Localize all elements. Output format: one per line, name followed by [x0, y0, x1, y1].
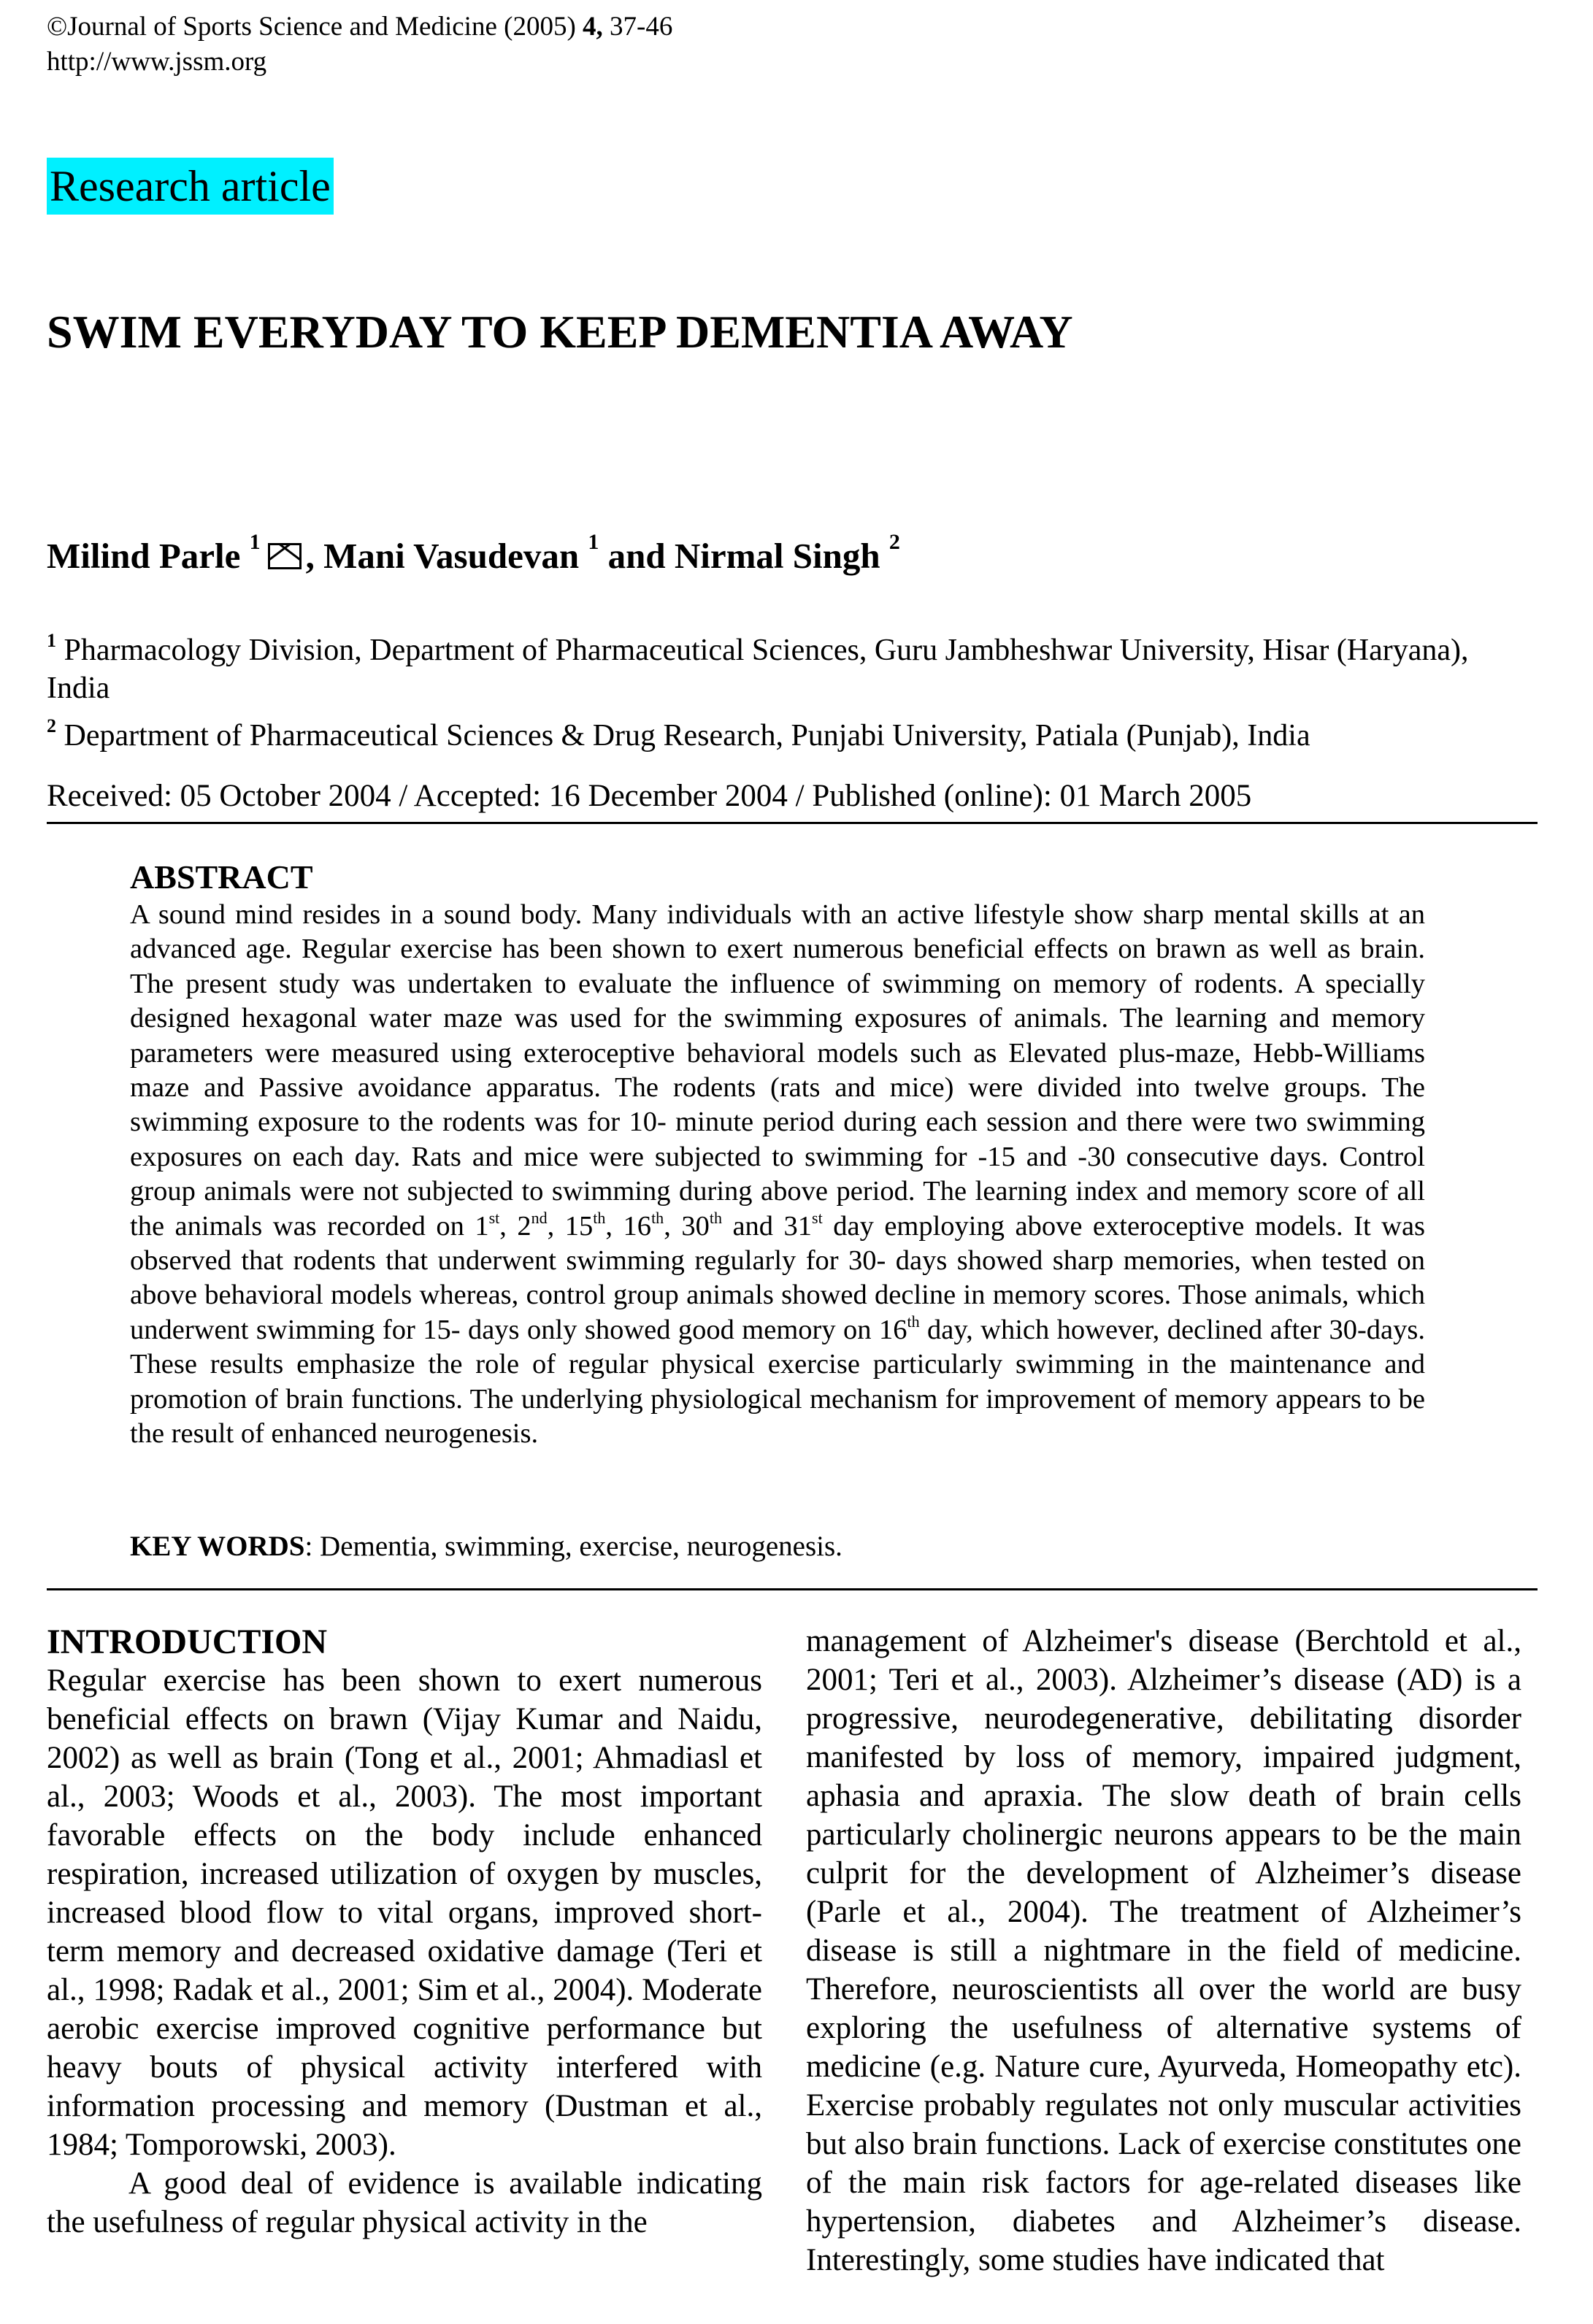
author-name: Milind Parle: [47, 536, 241, 576]
abstract-segment: , 16: [605, 1210, 652, 1242]
ordinal-sup: st: [488, 1208, 500, 1227]
affiliation-text: Department of Pharmaceutical Sciences & Drug Research, Punjabi University, Patiala (Punjab), India: [56, 719, 1310, 753]
author-affiliation-mark: 1: [588, 530, 599, 554]
abstract-segment: and 31: [721, 1210, 813, 1242]
abstract-segment: , 30: [664, 1210, 710, 1242]
ordinal-sup: th: [907, 1312, 920, 1331]
right-column: [806, 1622, 1521, 2279]
abstract-segment: A sound mind resides in a sound body. Many individuals with an active lifestyle show sharp mental skills at an advanced age. Regular exercise has been shown to exert numerous beneficial effects on brawn as well as brain. The present study was undertaken to evaluate the influence of swimming on memory of rodents. A specially designed hexagonal water maze was used for the swimming exposures of animals. The learning and memory parameters were measured using exteroceptive behavioral models such as Elevated plus-maze, Hebb-Williams maze and Passive avoidance apparatus. The rodents (rats and mice) were divided into twelve groups. The swimming exposure to the rodents was for 10- minute period during each session and there were two swimming exposures on each day. Rats and mice were subjected to swimming for -15 and -30 consecutive days. Control group animals were not subjected to swimming during above period. The learning index and memory score of all the animals was recorded on 1: [130, 899, 1425, 1242]
paper-title: SWIM EVERYDAY TO KEEP DEMENTIA AWAY: [47, 306, 1073, 358]
abstract-segment: day, which however, declined after 30-days. These results emphasize the role of regular physical exercise particularly swimming in the maintenance and promotion of brain functions. The underlying physiological mechanism for improvement of memory appears to be the result of enhanced neurogenesis.: [130, 1314, 1426, 1450]
author-separator: and: [599, 536, 675, 576]
abstract-segment: , 2: [499, 1210, 531, 1242]
author-list: [47, 530, 900, 577]
affiliation-2: [47, 707, 1536, 755]
abstract-segment: day employing above exteroceptive models. It was observed that rodents that underwent swimming regularly for 30- days showed sharp memories, when tested on above behavioral models whereas, control group animals showed decline in memory scores. Those animals, which underwent swimming for 15- days only showed good memory on 16: [130, 1210, 1426, 1345]
keywords-label: KEY WORDS: [130, 1531, 305, 1562]
journal-url[interactable]: http://www.jssm.org: [47, 47, 267, 77]
divider-bottom: [47, 1588, 1538, 1590]
affiliation-number: 2: [47, 715, 56, 736]
email-envelope-icon[interactable]: [268, 543, 302, 569]
author-name: Nirmal Singh: [674, 536, 880, 576]
left-column: [47, 1661, 762, 2242]
citation-volume: 4,: [583, 12, 603, 42]
affiliation-1: [47, 622, 1536, 707]
ordinal-sup: th: [651, 1208, 664, 1227]
intro-paragraph-1: Regular exercise has been shown to exert numerous beneficial effects on brawn (Vijay Kumar and Naidu, 2002) as well as brain (Tong et al., 2001; Ahmadiasl et al., 2003; Woods et al., 2003). The most important favorable effects on the body include enhanced respiration, increased utilization of oxygen by muscles, increased blood flow to vital organs, improved short-term memory and decreased oxidative damage (Teri et al., 1998; Radak et al., 2001; Sim et al., 2004). Moderate aerobic exercise improved cognitive performance but heavy bouts of physical activity interfered with information processing and memory (Dustman et al., 1984; Tomporowski, 2003).: [47, 1663, 762, 2162]
abstract-segment: , 15: [547, 1210, 594, 1242]
article-type-badge: Research article: [47, 158, 334, 215]
introduction-heading: INTRODUCTION: [47, 1623, 328, 1661]
ordinal-sup: st: [812, 1208, 823, 1227]
author-name: Mani Vasudevan: [323, 536, 580, 576]
ordinal-sup: th: [709, 1208, 722, 1227]
author-separator: ,: [305, 536, 324, 576]
citation-prefix: ©Journal of Sports Science and Medicine (2005): [47, 12, 583, 42]
divider-top: [47, 822, 1538, 824]
citation-pages: 37-46: [602, 12, 673, 42]
ordinal-sup: nd: [531, 1208, 548, 1227]
keywords-text: : Dementia, swimming, exercise, neurogenesis.: [304, 1531, 842, 1562]
abstract-text: [130, 898, 1425, 1452]
author-affiliation-mark: 1: [249, 530, 261, 554]
abstract-section: [130, 857, 1425, 1452]
ordinal-sup: th: [593, 1208, 606, 1227]
keywords-line: [130, 1530, 842, 1563]
affiliations: [47, 622, 1536, 755]
intro-paragraph-2: A good deal of evidence is available indicating the usefulness of regular physical activity in the: [47, 2166, 762, 2239]
publication-dates: Received: 05 October 2004 / Accepted: 16 December 2004 / Published (online): 01 March 2005: [47, 779, 1252, 813]
journal-citation: [47, 10, 672, 44]
intro-paragraph-continued: management of Alzheimer's disease (Berchtold et al., 2001; Teri et al., 2003). Alzheimer’s disease (AD) is a progressive, neurodegenerative, debilitating disorder manifested by loss of memory, impaired judgment, aphasia and apraxia. The slow death of brain cells particularly cholinergic neurons appears to be the main culprit for the development of Alzheimer’s disease (Parle et al., 2004). The treatment of Alzheimer’s disease is still a nightmare in the field of medicine. Therefore, neuroscientists all over the world are busy exploring the usefulness of alternative systems of medicine (e.g. Nature cure, Ayurveda, Homeopathy etc). Exercise probably regulates not only muscular activities but also brain functions. Lack of exercise constitutes one of the main risk factors for age-related diseases like hypertension, diabetes and Alzheimer’s disease. Interestingly, some studies have indicated that: [806, 1624, 1521, 2277]
abstract-heading: ABSTRACT: [130, 858, 313, 896]
affiliation-number: 1: [47, 630, 56, 651]
affiliation-text: Pharmacology Division, Department of Pharmaceutical Sciences, Guru Jambheshwar University, Hisar (Haryana), India: [47, 634, 1469, 705]
author-affiliation-mark: 2: [888, 530, 900, 554]
